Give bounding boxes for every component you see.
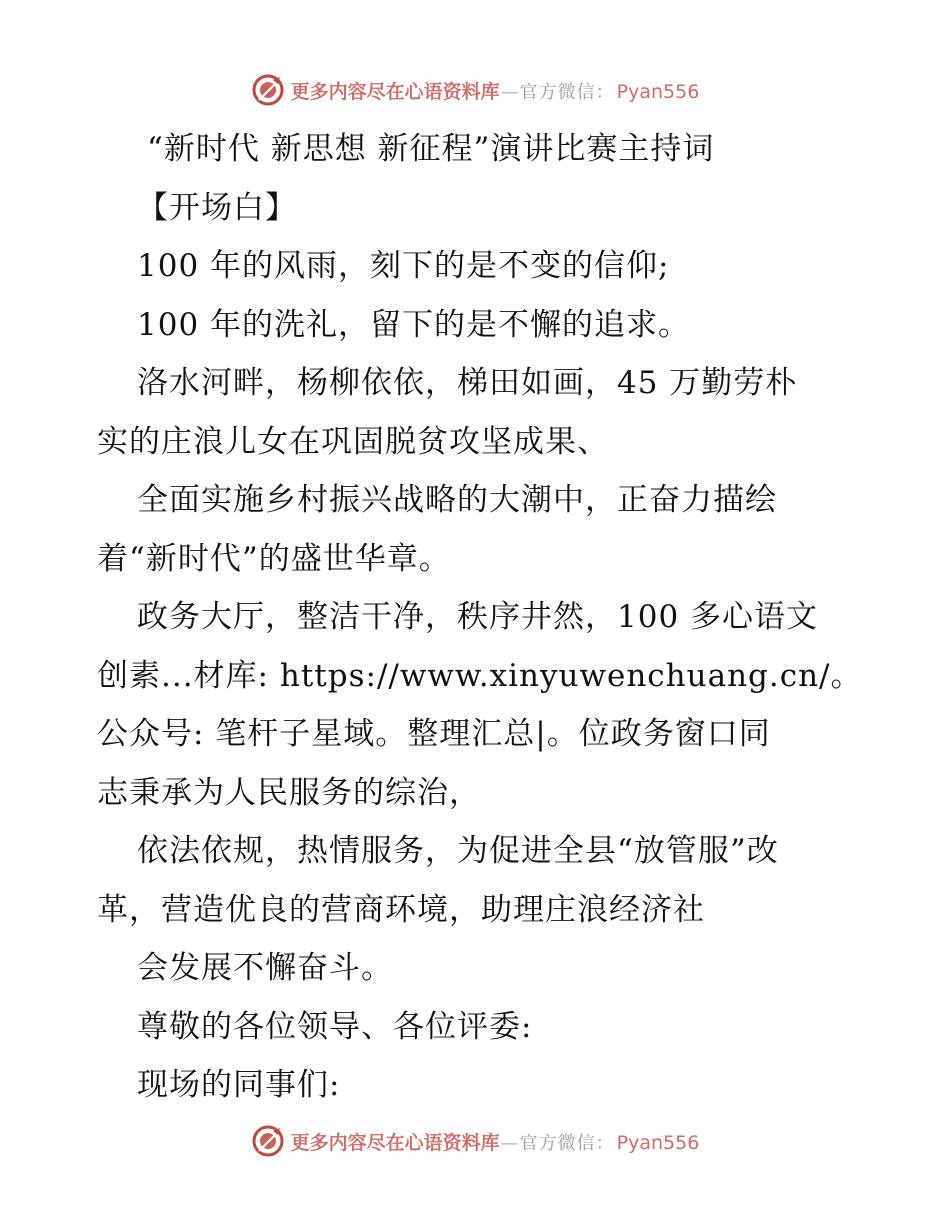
watermark-dash: — [500, 81, 519, 103]
watermark-text [291, 77, 700, 104]
paragraph-line: 会发展不懈奋斗。 [137, 950, 393, 986]
document-body [97, 120, 863, 1115]
brand-logo-icon [251, 73, 285, 107]
section-heading: 【开场白】 [137, 189, 297, 226]
paragraph-line: 全面实施乡村振兴战略的大潮中，正奋力描绘 [137, 482, 777, 518]
watermark-wechat-id: Pyan556 [616, 1131, 700, 1154]
paragraph-line: 革，营造优良的营商环境，助理庄浪经济社 [97, 891, 705, 928]
paragraph-line: 依法依规，热情服务，为促进全县“放管服”改 [137, 833, 779, 869]
watermark-official: 官方微信： [519, 81, 615, 103]
paragraph-line: 100 年的洗礼，留下的是不懈的追求。 [137, 306, 691, 343]
footer-watermark-banner [0, 1121, 950, 1161]
watermark-dash: — [500, 1132, 519, 1154]
paragraph-line: 100 年的风雨，刻下的是不变的信仰; [137, 248, 670, 284]
paragraph-line: 志秉承为人民服务的综治， [97, 774, 481, 811]
watermark-brand: 更多内容尽在心语资料库 [290, 80, 500, 103]
brand-logo-icon [251, 1124, 285, 1158]
watermark-text [291, 1128, 700, 1155]
paragraph-line: 着“新时代”的盛世华章。 [97, 540, 451, 577]
paragraph-line: 政务大厅，整洁干净，秩序井然，100 多心语文 [137, 599, 819, 635]
paragraph-line-url: 创素...材库: https://www.xinyuwenchuang.cn/。 [97, 657, 863, 694]
header-watermark-banner [0, 70, 950, 110]
paragraph-line: 尊敬的各位领导、各位评委: [137, 1008, 533, 1045]
watermark-wechat-id: Pyan556 [616, 80, 700, 103]
watermark-official: 官方微信： [519, 1132, 615, 1154]
watermark-brand: 更多内容尽在心语资料库 [290, 1131, 500, 1154]
paragraph-line: 现场的同事们: [137, 1067, 341, 1103]
document-title: “新时代 新思想 新征程”演讲比赛主持词 [147, 131, 715, 167]
paragraph-line: 洛水河畔，杨柳依依，梯田如画，45 万勤劳朴 [137, 365, 798, 401]
paragraph-line: 实的庄浪儿女在巩固脱贫攻坚成果、 [97, 423, 609, 460]
paragraph-line: 公众号: 笔杆子星域。整理汇总|。位政务窗口同 [97, 716, 771, 752]
